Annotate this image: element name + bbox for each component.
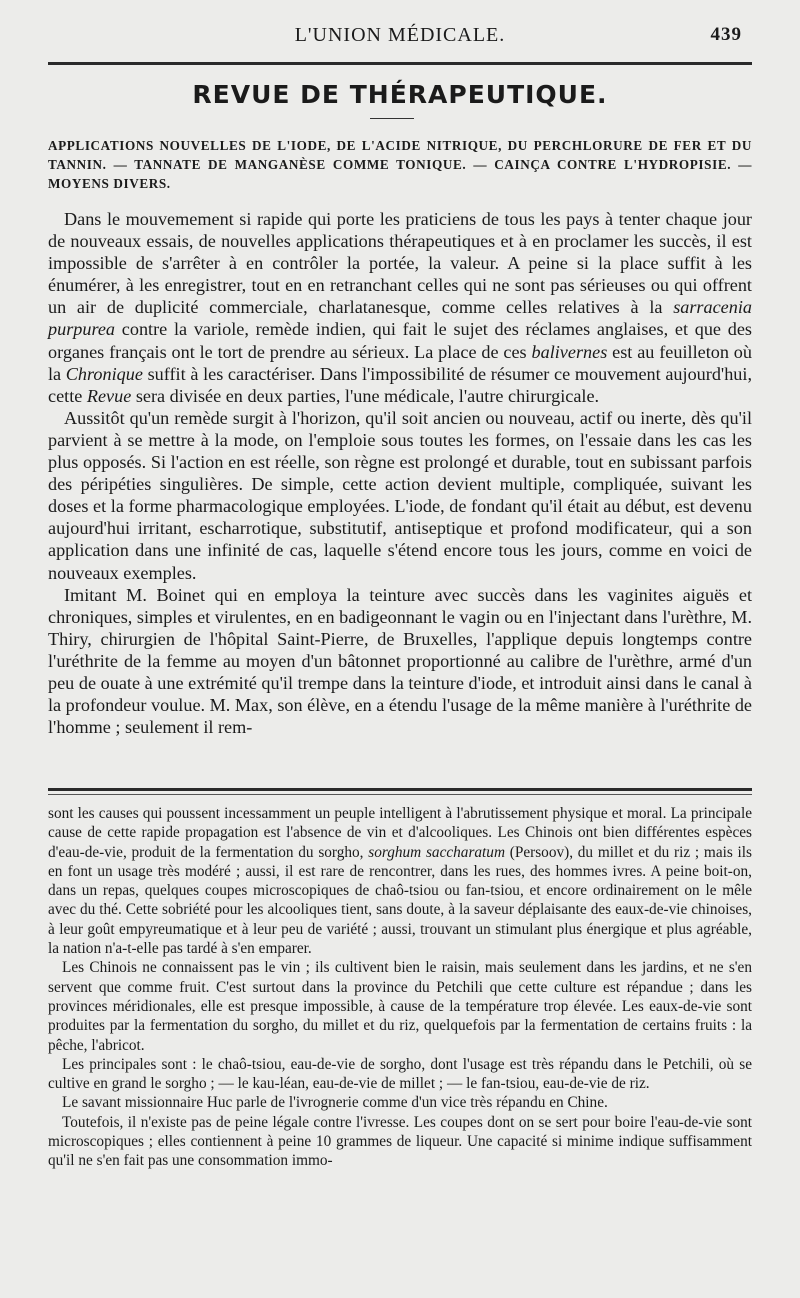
article-paragraph: Imitant M. Boinet qui en employa la teinture avec succès dans les vaginites aiguës et chroniques, simples et virulentes, en en badigeonnant le vagin ou en l'injectant dans l'urèthre, M. Thiry, chirurgien de l'hôpital Saint-Pierre, de Bruxelles, l'applique depuis longtemps contre l'uréthrite de la femme au moyen d'un bâtonnet proportionné au calibre de l'urèthre, armé d'un peu de ouate à une extrémité qu'il trempe dans la teinture d'iode, et introduit ainsi dans le canal à la profondeur voulue. M. Max, son élève, en a étendu l'usage de la même manière à l'uréthrite de l'homme ; seulement il rem-	[48, 584, 752, 738]
italic-run: Chronique	[65, 363, 143, 384]
feuilleton-paragraph: Les Chinois ne connaissent pas le vin ; ils cultivent bien le raisin, mais seulement dans les jardins, et ne s'en servent que comme fruit. C'est surtout dans la province du Petchili que cette culture est répandue ; dans les provinces méridionales, elle est presque impossible, à cause de la température trop élevée. Les eaux-de-vie sont produites par la fermentation du sorgho, du millet et du riz, quelquefois par la fermentation de certains fruits : la pêche, l'abricot.	[48, 959, 752, 1054]
italic-run: Revue	[86, 385, 132, 406]
text-run: sera divisée en deux parties, l'une médicale, l'autre chirurgicale.	[131, 385, 600, 406]
italic-run: sorghum saccharatum	[368, 843, 505, 861]
section-title: REVUE DE THÉRAPEUTIQUE.	[192, 80, 608, 109]
article-paragraph	[48, 208, 752, 407]
feuilleton-paragraph	[48, 804, 752, 958]
main-article	[48, 208, 752, 738]
feuilleton-rule	[48, 788, 752, 791]
feuilleton-paragraph: Les principales sont : le chaô-tsiou, eau-de-vie de sorgho, dont l'usage est très répandu dans le Petchili, où se cultive en grand le sorgho ; — le kau-léan, eau-de-vie de millet ; — le fan-tsiou, eau-de-vie de riz.	[48, 1055, 752, 1093]
title-rule	[370, 118, 414, 119]
feuilleton-paragraph: Le savant missionnaire Huc parle de l'ivrognerie comme d'un vice très répandu en Chine.	[62, 1094, 608, 1112]
text-run: (Persoov), du millet et du riz ; mais ils en font un usage très modéré ; aussi, il est rare de rencontrer, dans les rues, des hommes ivres. A peine boit-on, dans un repas, quelques coupes microscopiques de chaô-tsiou ou fan-tsiou, et encore ordinairement on le mêle avec du thé. Cette sobriété pour les alcooliques tient, sans doute, à la saveur déplaisante des eaux-de-vie chinoises, à leur goût empyreumatique et à leur peu de variété ; aussi, trouvant un stimulant plus énergique et plus agréable, la nation n'a-t-elle pas tardé à s'en emparer.	[48, 843, 752, 958]
text-run: suffit à les caractériser. Dans l'impossibilité de résumer ce mouvement aujourd'hui, cette	[48, 363, 752, 406]
text-run: contre la variole, remède indien, qui fait le sujet des réclames anglaises, et que des organes français ont le tort de prendre au sérieux. La place de ces	[48, 319, 752, 362]
text-run: est au feuilleton où la	[48, 341, 752, 384]
page-number: 439	[710, 24, 742, 45]
feuilleton	[48, 804, 752, 1171]
section-subheads: APPLICATIONS NOUVELLES DE L'IODE, DE L'ACIDE NITRIQUE, DU PERCHLORURE DE FER ET DU TANNIN. — TANNATE DE MANGANÈSE COMME TONIQUE. — CAINÇA CONTRE L'HYDROPISIE. — MOYENS DIVERS.	[48, 138, 752, 191]
journal-title: L'UNION MÉDICALE.	[294, 24, 506, 46]
text-run: sont les causes qui poussent incessamment un peuple intelligent à l'abrutissement physique et moral. La principale cause de cette rapide propagation est l'absence de vin et d'alcooliques. Les Chinois ont bien différentes espèces d'eau-de-vie, produit de la fermentation du sorgho,	[48, 805, 752, 861]
feuilleton-rule-thin	[48, 794, 752, 795]
text-run: Dans le mouvemement si rapide qui porte les praticiens de tous les pays à tenter chaque jour de nouveaux essais, de nouvelles applications thérapeutiques et à en proclamer les succès, il est impossible de s'arrêter à en contrôler la portée, la valeur. A peine si la place suffit à les énumérer, à les enregistrer, tout en en retranchant celles qui ne sont pas sérieuses ou qui offrent un air de duplicité commerciale, charlatanesque, comme celles relatives à la	[48, 209, 752, 318]
italic-run: balivernes	[531, 341, 608, 362]
article-paragraph: Aussitôt qu'un remède surgit à l'horizon, qu'il soit ancien ou nouveau, actif ou inerte, dès qu'il parvient à se mettre à la mode, on l'emploie sous toutes les formes, on l'essaie dans les cas les plus opposés. Si l'action en est réelle, son règne est prolongé et durable, tout en subissant parfois des péripéties singulières. De simple, cette action devient multiple, compliquée, suivant les doses et la forme pharmacologique employées. L'iode, de fondant qu'il était au début, est devenu aujourd'hui irritant, escharrotique, substitutif, antiseptique et profond modificateur, qui a son application dans une infinité de cas, laquelle s'étend encore tous les jours, comme en voici de nouveaux exemples.	[48, 407, 752, 583]
running-head	[48, 24, 752, 54]
header-rule	[48, 62, 752, 65]
feuilleton-paragraph: Toutefois, il n'existe pas de peine légale contre l'ivresse. Les coupes dont on se sert pour boire l'eau-de-vie sont microscopiques ; elles contiennent à peine 10 grammes de liqueur. Une capacité si minime indique suffisamment qu'il ne s'en fait pas une consommation immo-	[48, 1113, 752, 1170]
italic-run: sarracenia purpurea	[48, 297, 752, 340]
